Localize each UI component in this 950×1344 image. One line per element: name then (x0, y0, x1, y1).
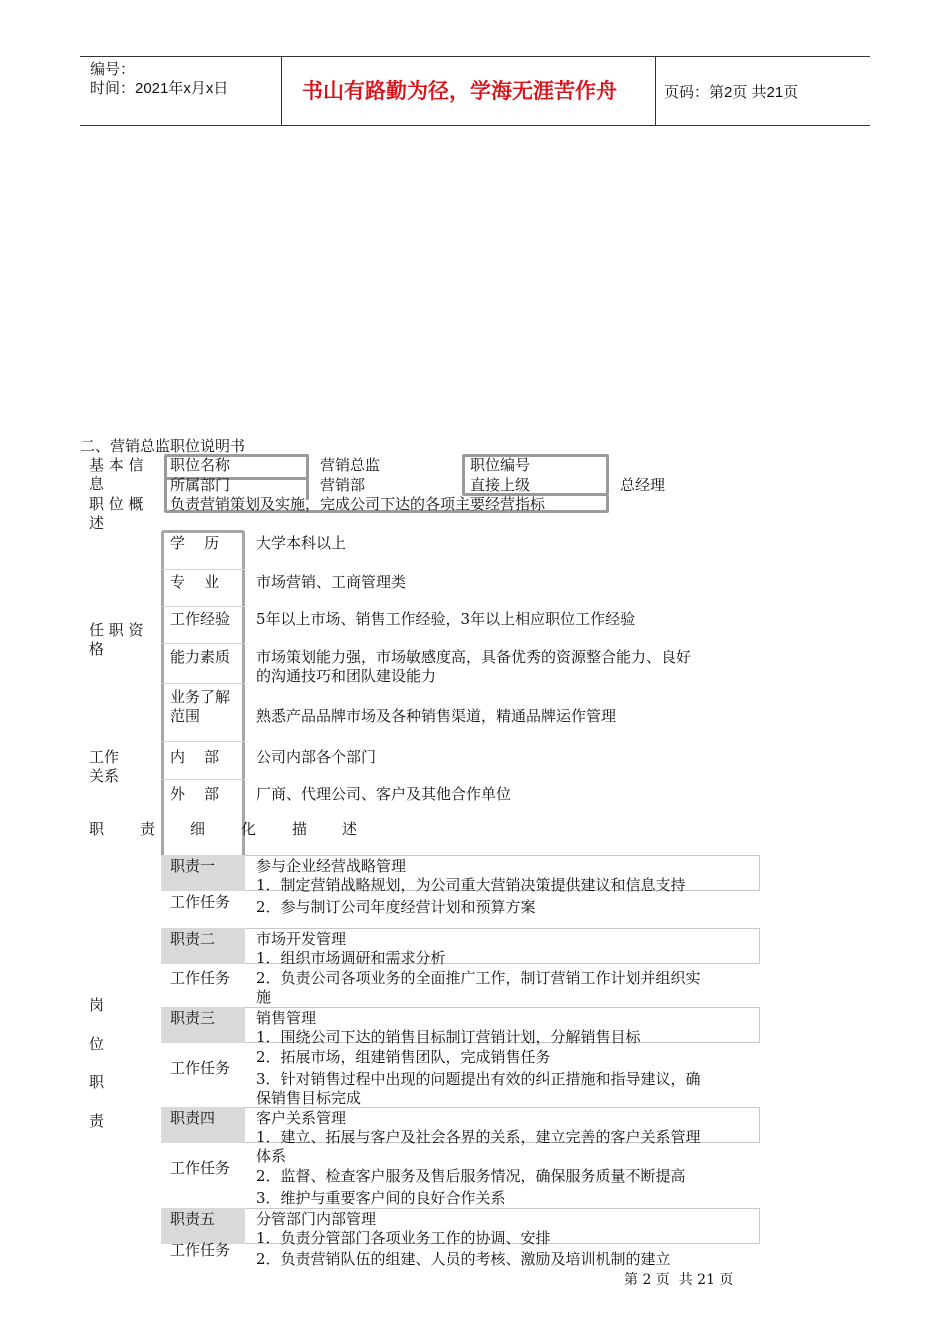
duty-heading-char: 述 (342, 820, 358, 838)
duty-task: 1．组织市场调研和需求分析 (256, 949, 446, 967)
business-value: 熟悉产品品牌市场及各种销售渠道，精通品牌运作管理 (256, 707, 617, 725)
serial-label: 编号： (90, 61, 136, 78)
duty-title: 分管部门内部管理 (256, 1210, 377, 1228)
duty-title: 销售管理 (256, 1009, 317, 1027)
ability-value: 市场策划能力强，市场敏感度高，具备优秀的资源整合能力、良好 (256, 648, 692, 666)
qual-separator (161, 779, 245, 780)
qual-separator (161, 643, 245, 644)
business-label-2: 范围 (170, 707, 201, 725)
task-label: 工作任务 (170, 893, 231, 911)
duty-task: 2．拓展市场，组建销售团队，完成销售任务 (256, 1048, 551, 1066)
qual-separator (161, 606, 245, 607)
footer-page-number: 第 2 页 共 21 页 (624, 1272, 734, 1288)
duty-task: 2．负责公司各项业务的全面推广工作，制订营销工作计划并组织实 (256, 969, 701, 987)
duty-label: 职责一 (170, 857, 216, 875)
qualification-label-2: 格 (89, 640, 105, 658)
duty-task: 保销售目标完成 (256, 1089, 362, 1107)
duty-task: 3．维护与重要客户间的良好合作关系 (256, 1189, 506, 1207)
task-label: 工作任务 (170, 1159, 231, 1177)
overview-text: 负责营销策划及实施，完成公司下达的各项主要经营指标 (170, 495, 546, 513)
duty-label: 职责三 (170, 1009, 216, 1027)
duty-heading-char: 描 (292, 820, 308, 838)
duty-task: 1．围绕公司下达的销售目标制订营销计划，分解销售目标 (256, 1028, 641, 1046)
duty-heading-char: 责 (140, 820, 156, 838)
relations-label-2: 关系 (89, 767, 120, 785)
superior-label: 直接上级 (470, 476, 531, 494)
duty-label: 职责二 (170, 930, 216, 948)
qual-separator (161, 683, 245, 684)
ability-value-2: 的沟通技巧和团队建设能力 (256, 667, 437, 685)
education-value: 大学本科以上 (256, 534, 347, 552)
qualification-label: 任 职 资 (89, 621, 144, 639)
dept-label: 所属部门 (170, 476, 231, 494)
task-label: 工作任务 (170, 1241, 231, 1259)
duty-heading-char: 细 (190, 820, 206, 838)
overview-label-2: 述 (89, 514, 105, 532)
relations-label: 工作 (89, 748, 120, 766)
title-label: 职位名称 (170, 456, 231, 474)
task-label: 工作任务 (170, 969, 231, 987)
qual-separator (161, 569, 245, 570)
external-value: 厂商、代理公司、客户及其他合作单位 (256, 785, 512, 803)
side-label-char: 岗 (89, 996, 105, 1014)
basic-info-label-2: 息 (89, 475, 105, 493)
duty-heading-char: 职 (89, 820, 105, 838)
qual-separator (161, 741, 245, 742)
duty-task: 1．建立、拓展与客户及社会各界的关系，建立完善的客户关系管理 (256, 1128, 701, 1146)
duty-task: 施 (256, 988, 272, 1006)
experience-label: 工作经验 (170, 610, 231, 628)
basic-info-label: 基 本 信 (89, 456, 144, 474)
business-label: 业务了解 (170, 688, 231, 706)
code-label: 职位编号 (470, 456, 531, 474)
motto: 书山有路勤为径，学海无涯苦作舟 (302, 80, 617, 103)
overview-label: 职 位 概 (89, 495, 144, 513)
duty-label: 职责四 (170, 1109, 216, 1127)
date-label: 时间：2021年x月x日 (90, 80, 229, 97)
dept-value: 营销部 (320, 476, 366, 494)
side-label-char: 职 (89, 1073, 105, 1091)
side-label-char: 位 (89, 1035, 105, 1053)
major-label: 专 业 (170, 573, 220, 591)
ability-label: 能力素质 (170, 648, 231, 666)
duty-task: 2．参与制订公司年度经营计划和预算方案 (256, 898, 536, 916)
duty-heading-char: 化 (241, 820, 257, 838)
header-divider-left (281, 56, 282, 125)
section-title: 二、营销总监职位说明书 (80, 437, 246, 455)
duty-task: 1．制定营销战略规划，为公司重大营销决策提供建议和信息支持 (256, 876, 686, 894)
education-label: 学 历 (170, 534, 220, 552)
duty-task: 2．监督、检查客户服务及售后服务情况，确保服务质量不断提高 (256, 1167, 686, 1185)
duty-task: 3．针对销售过程中出现的问题提出有效的纠正措施和指导建议，确 (256, 1070, 701, 1088)
superior-value: 总经理 (620, 476, 666, 494)
header-divider-right (655, 56, 656, 125)
page-number: 页码：第2页 共21页 (664, 84, 799, 101)
duty-task: 1．负责分管部门各项业务工作的协调、安排 (256, 1229, 551, 1247)
duty-title: 参与企业经营战略管理 (256, 857, 407, 875)
internal-value: 公司内部各个部门 (256, 748, 377, 766)
duty-title: 客户关系管理 (256, 1109, 347, 1127)
experience-value: 5年以上市场、销售工作经验，3年以上相应职位工作经验 (256, 610, 636, 628)
duty-task: 体系 (256, 1147, 287, 1165)
duty-label: 职责五 (170, 1210, 216, 1228)
side-label-char: 责 (89, 1112, 105, 1130)
task-label: 工作任务 (170, 1059, 231, 1077)
title-value: 营销总监 (320, 456, 381, 474)
duty-task: 2．负责营销队伍的组建、人员的考核、激励及培训机制的建立 (256, 1250, 671, 1268)
duty-title: 市场开发管理 (256, 930, 347, 948)
major-value: 市场营销、工商管理类 (256, 573, 407, 591)
internal-label: 内 部 (170, 748, 220, 766)
external-label: 外 部 (170, 785, 220, 803)
